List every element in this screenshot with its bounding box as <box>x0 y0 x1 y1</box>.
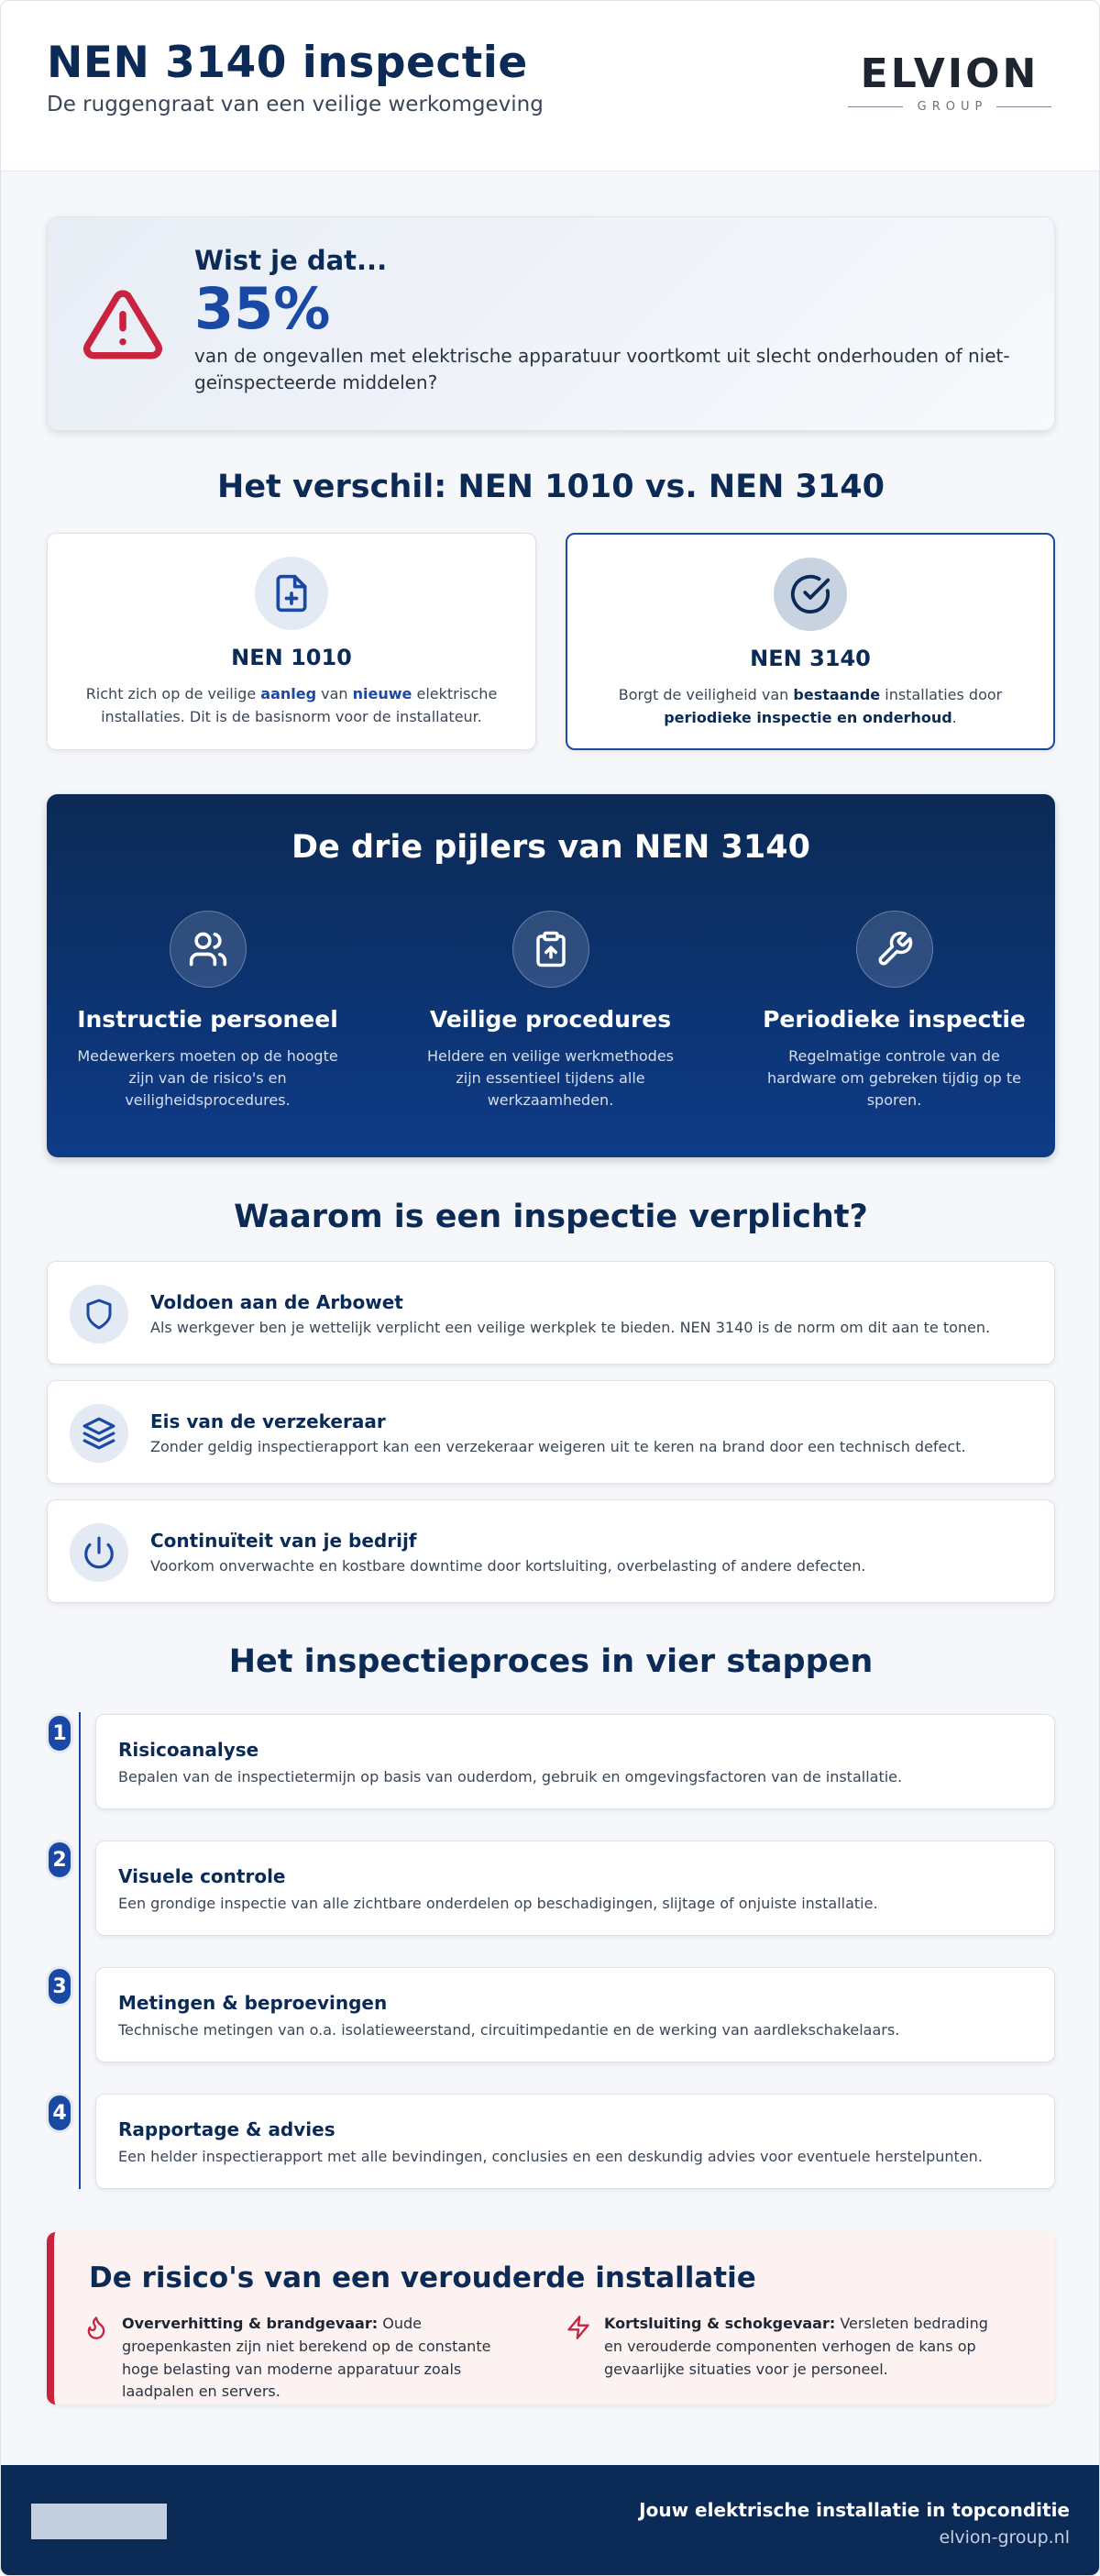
icon-circle <box>70 1285 128 1343</box>
page-title: NEN 3140 inspectie <box>47 38 528 88</box>
pillar-text: Heldere en veilige werkmethodes zijn essentieel tijdens alle werkzaamheden. <box>426 1047 675 1109</box>
icon-circle <box>255 557 328 630</box>
header <box>1 1 1099 171</box>
file-plus-icon <box>271 573 312 614</box>
process-title: Het inspectieproces in vier stappen <box>228 1643 874 1680</box>
reason-card <box>47 1380 1055 1484</box>
icon-circle <box>774 558 847 631</box>
pillar-title: Periodieke inspectie <box>763 1006 1026 1033</box>
reason-text: Als werkgever ben je wettelijk verplicht een veilige werkplek te bieden. NEN 3140 is de norm om dit aan te tonen. <box>150 1319 991 1336</box>
footer-url-link[interactable]: elvion-group.nl <box>939 2527 1070 2548</box>
timeline-line <box>79 1712 81 2189</box>
reasons-title: Waarom is een inspectie verplicht? <box>234 1199 868 1235</box>
pillar-item <box>47 911 368 1111</box>
stat-value: 35% <box>194 275 331 342</box>
step-text: Een grondige inspectie van alle zichtbare onderdelen op beschadigingen, slijtage of onjuiste installatie. <box>118 1895 878 1912</box>
footer <box>1 2465 1100 2576</box>
step-number-badge: 1 <box>49 1716 71 1751</box>
step-card <box>95 1841 1055 1936</box>
risks-panel <box>47 2232 1055 2405</box>
logo-group-row <box>848 100 1051 114</box>
icon-circle <box>512 911 589 988</box>
flame-icon <box>83 2315 109 2340</box>
risk-item <box>83 2313 514 2404</box>
step-card <box>95 1967 1055 2062</box>
pillar-title: Veilige procedures <box>429 1006 672 1033</box>
step-text: Bepalen van de inspectietermijn op basis van ouderdom, gebruik en omgevingsfactoren van de installatie. <box>118 1768 903 1786</box>
step-text: Een helder inspectierapport met alle bevindingen, conclusies en een deskundig advies voor eventuele herstelpunten. <box>118 2148 983 2165</box>
card-description: Richt zich op de veilige aanleg van nieuwe elektrische installaties. Dit is de basisnorm voor de installateur. <box>85 685 498 725</box>
step-text: Technische metingen van o.a. isolatieweerstand, circuitimpedantie en de werking van aardlekschakelaars. <box>118 2021 900 2039</box>
reason-title: Voldoen aan de Arbowet <box>150 1291 403 1313</box>
step-number-badge: 4 <box>49 2095 71 2130</box>
icon-circle <box>70 1523 128 1582</box>
icon-circle <box>70 1404 128 1463</box>
logo-divider <box>848 106 903 107</box>
reason-text: Voorkom onverwachte en kostbare downtime door kortsluiting, overbelasting of andere defecten. <box>150 1557 866 1575</box>
reason-title: Continuïteit van je bedrijf <box>150 1530 417 1552</box>
pillar-item <box>733 911 1055 1111</box>
card-nen3140 <box>566 533 1055 750</box>
risks-title: De risico's van een verouderde installatie <box>89 2261 756 2294</box>
logo-divider <box>996 106 1051 107</box>
elvion-logo <box>848 50 1051 114</box>
stat-description: van de ongevallen met elektrische apparatuur voortkomt uit slecht onderhouden of niet-geïnspecteerde middelen? <box>194 345 1010 394</box>
page-subtitle: De ruggengraat van een veilige werkomgeving <box>47 93 544 117</box>
icon-circle <box>856 911 933 988</box>
reason-title: Eis van de verzekeraar <box>150 1410 386 1432</box>
pillars-title: De drie pijlers van NEN 3140 <box>292 829 810 866</box>
step-title: Visuele controle <box>118 1865 286 1887</box>
risk-text: Oververhitting & brandgevaar: Oude groepenkasten zijn niet berekend op de constante hoge belasting van moderne apparatuur zoals laadpalen en servers. <box>122 2315 491 2401</box>
wrench-icon <box>875 930 914 968</box>
layers-icon <box>82 1416 116 1451</box>
power-icon <box>82 1535 116 1570</box>
zap-icon <box>566 2315 591 2340</box>
stat-kicker: Wist je dat... <box>194 245 388 276</box>
step-number-badge: 2 <box>49 1842 71 1877</box>
reason-card <box>47 1261 1055 1365</box>
pillar-text: Regelmatige controle van de hardware om gebreken tijdig op te sporen. <box>766 1047 1022 1109</box>
stat-card <box>47 216 1055 431</box>
pillar-item <box>390 911 711 1111</box>
card-nen1010 <box>47 533 536 750</box>
clipboard-upload-icon <box>532 930 570 968</box>
check-circle-icon <box>789 573 831 615</box>
users-icon <box>188 929 228 969</box>
card-title: NEN 3140 <box>750 646 871 671</box>
card-description: Borgt de veiligheid van bestaande installaties door periodieke inspectie en onderhoud. <box>618 686 1003 726</box>
logo-group: GROUP <box>917 100 988 114</box>
reason-card <box>47 1499 1055 1603</box>
step-title: Rapportage & advies <box>118 2118 336 2140</box>
pillars-panel <box>47 794 1055 1157</box>
logo-brand: ELVION <box>860 50 1040 97</box>
risk-text: Kortsluiting & schokgevaar: Versleten bedrading en verouderde componenten verhogen de kans op gevaarlijke situaties voor je personeel. <box>604 2315 988 2378</box>
step-card <box>95 2094 1055 2189</box>
pillar-text: Medewerkers moeten op de hoogte zijn van de risico's en veiligheidsprocedures. <box>77 1047 338 1109</box>
shield-icon <box>82 1298 116 1331</box>
pillar-title: Instructie personeel <box>77 1006 338 1033</box>
step-title: Risicoanalyse <box>118 1739 259 1761</box>
step-title: Metingen & beproevingen <box>118 1992 388 2014</box>
icon-circle <box>170 911 247 988</box>
footer-logo-placeholder <box>31 2504 167 2539</box>
card-title: NEN 1010 <box>231 645 352 670</box>
footer-tagline: Jouw elektrische installatie in topconditie <box>639 2499 1070 2521</box>
warning-triangle-icon <box>77 283 169 366</box>
risk-item <box>566 2313 996 2381</box>
comparison-title: Het verschil: NEN 1010 vs. NEN 3140 <box>217 469 885 505</box>
reason-text: Zonder geldig inspectierapport kan een verzekeraar weigeren uit te keren na brand door een technisch defect. <box>150 1438 966 1455</box>
step-card <box>95 1714 1055 1809</box>
step-number-badge: 3 <box>49 1969 71 2004</box>
